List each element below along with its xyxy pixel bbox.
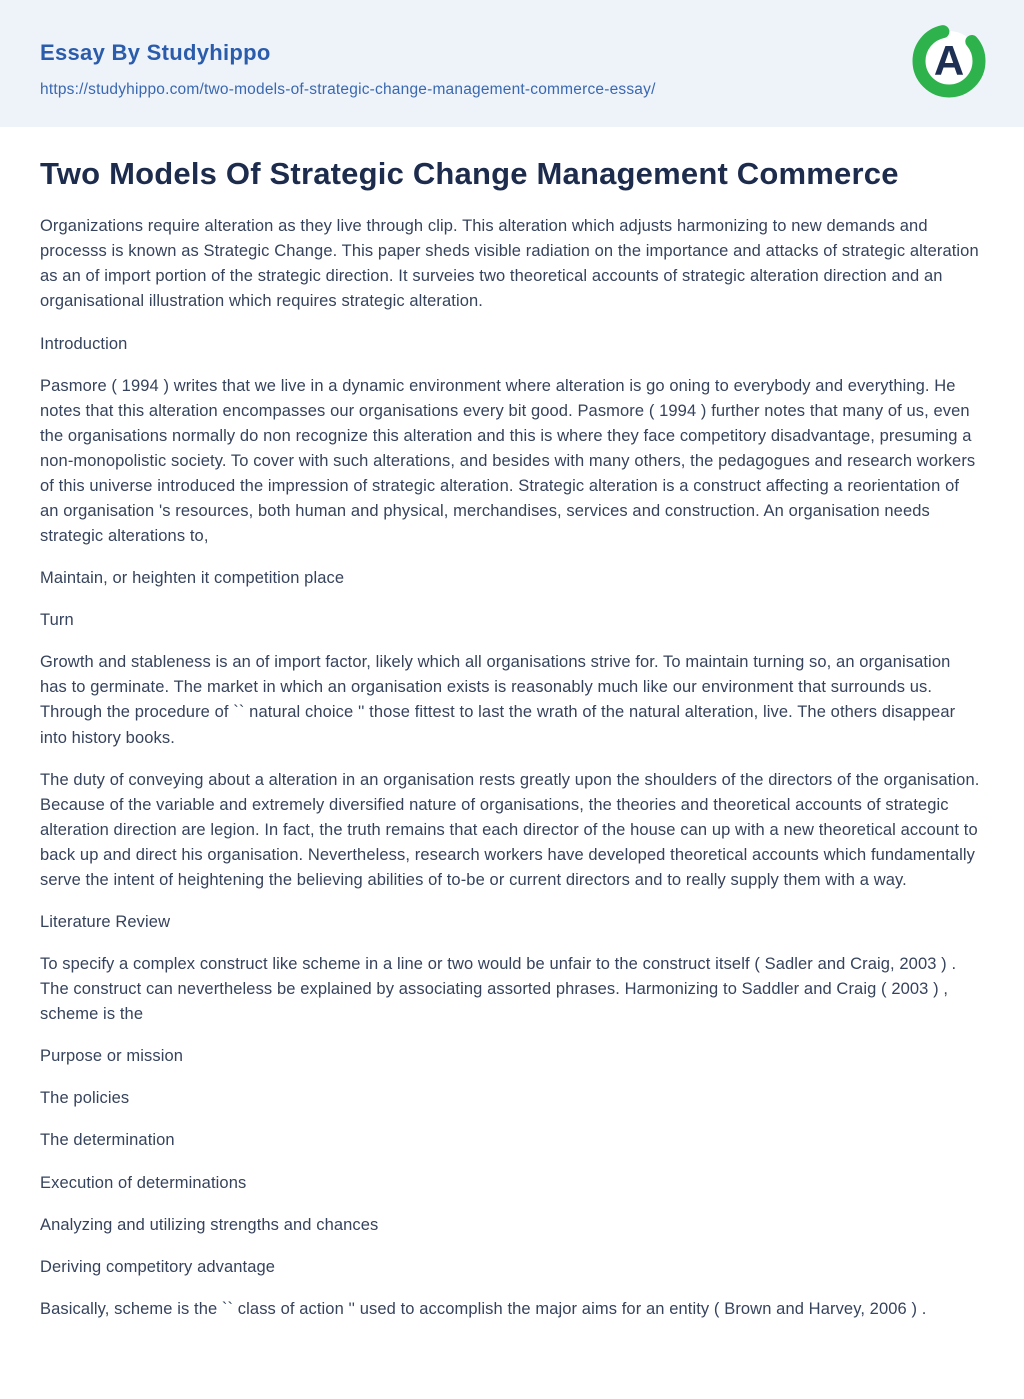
logo-letter: A (933, 37, 965, 84)
essay-paragraph: Execution of determinations (40, 1173, 247, 1192)
essay-paragraph: Organizations require alteration as they live through clip. This alteration which adjusts harmonizing to new demands and processs is known as Strategic Change. This paper sheds visible radiation on the importance and attacks of strategic alteration as an of import portion of the strategic direction. It surveies two theoretical accounts of strategic alteration direction and an organisational illustration which requires strategic alteration. (40, 217, 979, 311)
essay-paragraph: Analyzing and utilizing strengths and chances (40, 1215, 379, 1234)
logo-ring-icon (912, 24, 986, 98)
essay-paragraph: Literature Review (40, 912, 171, 931)
essay-paragraph: The policies (40, 1089, 130, 1108)
essay-paragraph: Turn (40, 611, 74, 630)
essay-paragraph: Pasmore ( 1994 ) writes that we live in a dynamic environment where alteration is go oning to everybody and everything. He notes that this alteration encompasses our organisations every bit good. Pasmore ( 1994 ) further notes that many of us, even the organisations normally do non recognize this alteration and this is where they face competitory disadvantage, presuming a non-monopolistic society. To cover with such alterations, and besides with many others, the pedagogues and research workers of this universe introduced the impression of strategic alteration. Strategic alteration is a construct affecting a reorientation of an organisation 's resources, both human and physical, merchandises, services and construction. An organisation needs strategic alterations to, (40, 376, 976, 546)
essay-paragraph: Purpose or mission (40, 1047, 184, 1066)
essay-body (40, 214, 980, 1322)
essay-paragraph: Basically, scheme is the `` class of action '' used to accomplish the major aims for an entity ( Brown and Harvey, 2006 ) . (40, 1299, 927, 1318)
essay-paragraph: Growth and stableness is an of import factor, likely which all organisations strive for. To maintain turning so, an organisation has to germinate. The market in which an organisation exists is reasonably much like our environment that surrounds us. Through the procedure of `` natural choice '' those fittest to last the wrath of the natural alteration, live. The others disappear into history books. (40, 653, 956, 747)
page-header (0, 0, 1024, 127)
essay-title: Two Models Of Strategic Change Management Commerce (40, 156, 899, 191)
essay-content (0, 127, 1024, 1399)
studyhippo-logo-icon (912, 24, 986, 98)
site-title: Essay By Studyhippo (40, 40, 271, 65)
essay-paragraph: Introduction (40, 334, 128, 353)
source-url-link[interactable]: https://studyhippo.com/two-models-of-strategic-change-management-commerce-essay/ (40, 81, 656, 98)
essay-paragraph: The determination (40, 1131, 175, 1150)
essay-paragraph: Deriving competitory advantage (40, 1257, 276, 1276)
essay-paragraph: To specify a complex construct like scheme in a line or two would be unfair to the construct itself ( Sadler and Craig, 2003 ) . The construct can nevertheless be explained by associating assorted phrases. Harmonizing to Saddler and Craig ( 2003 ) , scheme is the (40, 955, 957, 1024)
essay-paragraph: Maintain, or heighten it competition place (40, 569, 345, 588)
essay-paragraph: The duty of conveying about a alteration in an organisation rests greatly upon the shoulders of the directors of the organisation. Because of the variable and extremely diversified nature of organisations, the theories and theoretical accounts of strategic alteration direction are legion. In fact, the truth remains that each director of the house can up with a new theoretical account to back up and direct his organisation. Nevertheless, research workers have developed theoretical accounts which fundamentally serve the intent of heightening the believing abilities of to-be or current directors and to really supply them with a way. (40, 770, 980, 889)
